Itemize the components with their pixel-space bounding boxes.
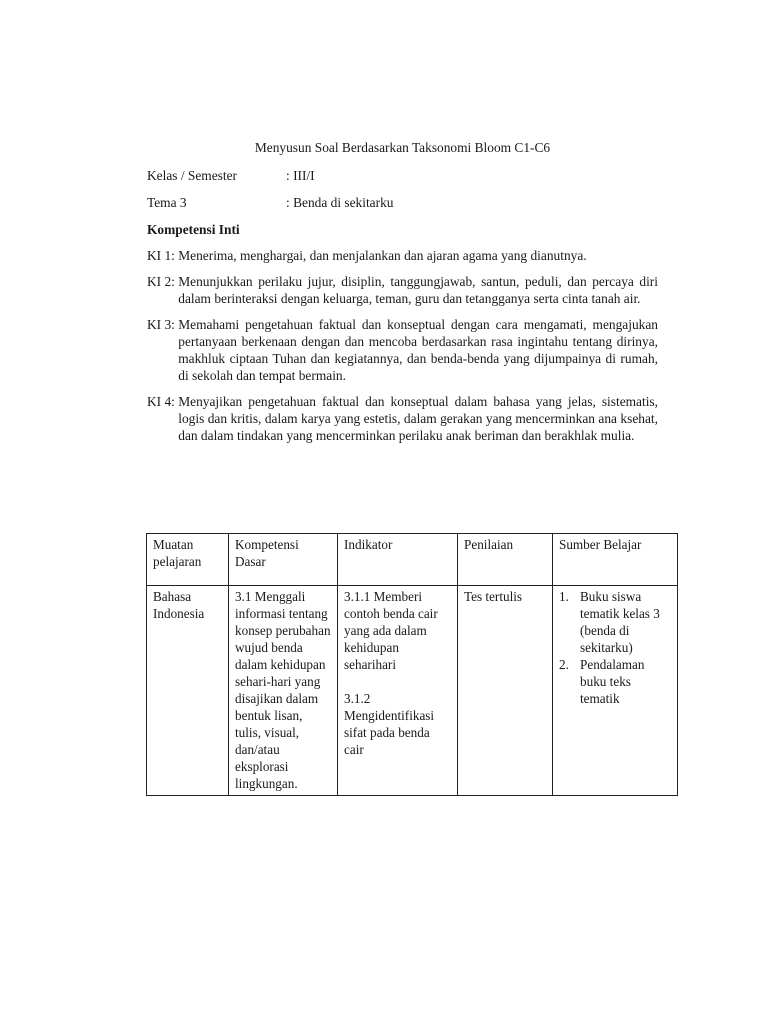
list-text: Pendalaman buku teks tematik bbox=[580, 657, 645, 706]
competency-table bbox=[146, 533, 678, 796]
ki-number: KI 1: bbox=[147, 248, 179, 263]
section-heading: Kompetensi Inti bbox=[147, 222, 240, 237]
meta-value: : Benda di sekitarku bbox=[286, 195, 394, 210]
cell-muatan: Bahasa Indonesia bbox=[147, 586, 229, 796]
list-item bbox=[559, 588, 671, 656]
ki-number: KI 4: bbox=[147, 394, 179, 409]
cell-penilaian: Tes tertulis bbox=[458, 586, 553, 796]
document-title: Menyusun Soal Berdasarkan Taksonomi Bloom C1-C6 bbox=[254, 140, 551, 155]
meta-value: : III/I bbox=[286, 168, 315, 183]
list-item bbox=[559, 656, 671, 707]
indikator-1: 3.1.1 Memberi contoh benda cair yang ada dalam kehidupan seharihari bbox=[344, 589, 438, 672]
ki-item-2 bbox=[147, 273, 658, 307]
list-text: Buku siswa tematik kelas 3 (benda di sekitarku) bbox=[580, 589, 660, 655]
header-penilaian: Penilaian bbox=[458, 534, 553, 586]
header-sumber-belajar: Sumber Belajar bbox=[553, 534, 678, 586]
cell-indikator bbox=[338, 586, 458, 796]
ki-text: Menerima, menghargai, dan menjalankan dan ajaran agama yang dianutnya. bbox=[178, 248, 587, 263]
meta-label: Kelas / Semester bbox=[147, 168, 237, 183]
ki-number: KI 2: bbox=[147, 274, 179, 289]
ki-item-1 bbox=[147, 247, 658, 264]
header-kompetensi-dasar: Kompetensi Dasar bbox=[229, 534, 338, 586]
meta-label: Tema 3 bbox=[147, 195, 187, 210]
table-header-row bbox=[147, 534, 678, 586]
ki-text: Menyajikan pengetahuan faktual dan konseptual dalam bahasa yang jelas, sistematis, logis dan kritis, dalam karya yang estetis, dalam gerakan yang mencerminkan ana ksehat, dan dalam tindakan yang mencerminkan perilaku anak beriman dan berakhlak mulia. bbox=[178, 394, 658, 443]
ki-text: Menunjukkan perilaku jujur, disiplin, tanggungjawab, santun, peduli, dan percaya diri dalam berinteraksi dengan keluarga, teman, guru dan tetangganya serta cinta tanah air. bbox=[178, 274, 658, 306]
document-body bbox=[147, 139, 658, 453]
ki-number: KI 3: bbox=[147, 317, 179, 332]
ki-item-3 bbox=[147, 316, 658, 384]
indikator-2: 3.1.2 Mengidentifikasi sifat pada benda cair bbox=[344, 691, 435, 757]
meta-tema bbox=[147, 194, 658, 211]
header-indikator: Indikator bbox=[338, 534, 458, 586]
header-muatan: Muatan pelajaran bbox=[147, 534, 229, 586]
sumber-list bbox=[559, 588, 671, 707]
cell-kompetensi-dasar: 3.1 Menggali informasi tentang konsep perubahan wujud benda dalam kehidupan sehari-hari yang disajikan dalam bentuk lisan, tulis, visual, dan/atau eksplorasi lingkungan. bbox=[229, 586, 338, 796]
ki-item-4 bbox=[147, 393, 658, 444]
list-number: 2. bbox=[559, 657, 569, 672]
cell-sumber-belajar bbox=[553, 586, 678, 796]
table-row bbox=[147, 586, 678, 796]
list-number: 1. bbox=[559, 589, 569, 604]
meta-kelas-semester bbox=[147, 167, 658, 184]
ki-text: Memahami pengetahuan faktual dan konseptual dengan cara mengamati, mengajukan pertanyaan berkenaan dengan dan mencoba berdasarkan rasa ingintahu tentang dirinya, makhluk ciptaan Tuhan dan kegiatannya, dan benda-benda yang dijumpainya di rumah, di sekolah dan tempat bermain. bbox=[178, 317, 658, 383]
